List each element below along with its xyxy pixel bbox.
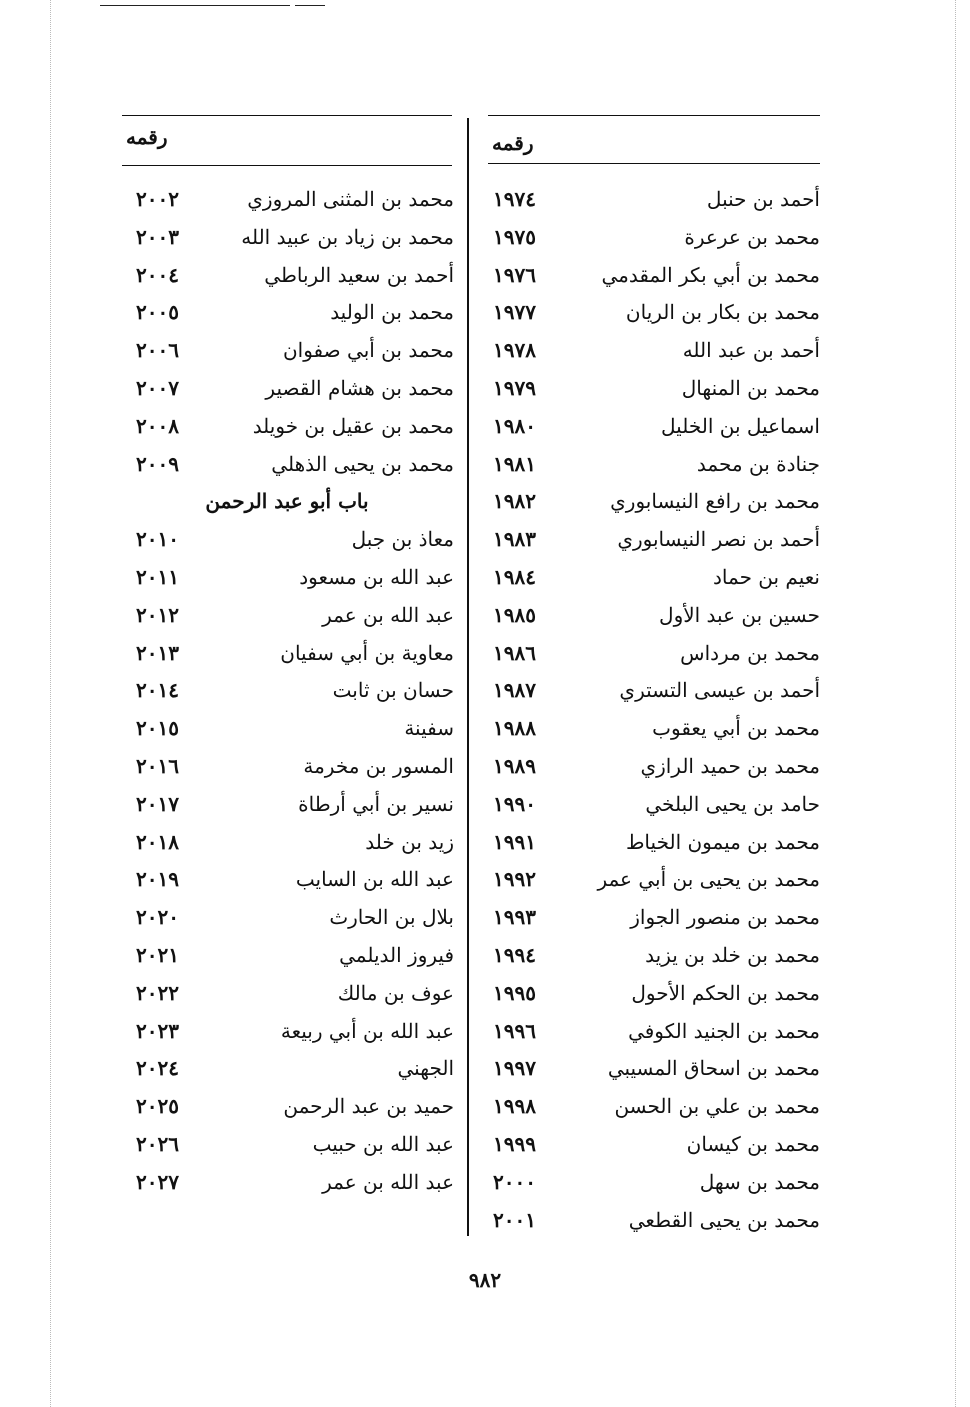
left-header-bottom-rule — [122, 165, 452, 166]
narrator-name: عبد الله بن عمر — [322, 1169, 454, 1194]
list-item — [485, 860, 820, 898]
entry-number: ١٩٩٣ — [493, 905, 536, 930]
entry-number: ١٩٨١ — [493, 451, 536, 476]
narrator-name: عوف بن مالك — [337, 980, 454, 1005]
narrator-name: زيد بن خلد — [365, 829, 454, 854]
narrator-name: معاذ بن جبل — [351, 527, 454, 552]
entry-number: ٢٠١٤ — [136, 678, 179, 703]
entry-number: ١٩٨٣ — [493, 527, 536, 552]
entry-number: ٢٠٠٥ — [136, 300, 179, 325]
entry-number: ١٩٧٨ — [493, 338, 536, 363]
narrator-name: أحمد بن عيسى التستري — [619, 678, 820, 703]
entry-number: ٢٠٢٥ — [136, 1094, 179, 1119]
narrator-name: محمد بن هشام القصير — [265, 376, 454, 400]
list-item — [120, 1163, 454, 1201]
entry-number: ١٩٧٦ — [493, 262, 536, 287]
top-rule-left — [100, 5, 290, 6]
list-item — [485, 558, 820, 596]
entry-number: ٢٠٠٧ — [136, 376, 179, 400]
narrator-name: الجهني — [397, 1056, 454, 1081]
entry-number: ١٩٩٠ — [493, 791, 536, 816]
entry-number: ٢٠١٦ — [136, 754, 179, 778]
entry-number: ١٩٩٥ — [493, 980, 536, 1005]
narrator-name: محمد بن خلد بن يزيد — [645, 943, 820, 967]
entry-number: ٢٠٠٠ — [493, 1169, 536, 1194]
narrator-name: محمد بن سهل — [699, 1169, 820, 1194]
entry-number: ٢٠٠٢ — [136, 187, 179, 211]
page-number: ٩٨٢ — [468, 1268, 502, 1292]
entry-number: ٢٠٢٢ — [136, 980, 179, 1005]
list-item — [485, 482, 820, 520]
list-item — [120, 823, 454, 861]
list-item — [120, 898, 454, 936]
narrator-name: محمد بن عقيل بن خويلد — [252, 413, 454, 438]
list-item — [120, 671, 454, 709]
list-item — [120, 445, 454, 483]
list-item — [120, 1087, 454, 1125]
narrator-name: محمد بن يحيى القطعي — [628, 1207, 820, 1232]
list-item — [120, 369, 454, 407]
narrator-name: محمد بن عرعرة — [684, 224, 820, 249]
list-item — [485, 1087, 820, 1125]
entry-number: ١٩٩٨ — [493, 1094, 536, 1119]
entry-number: ١٩٨٨ — [493, 716, 536, 741]
entry-number: ١٩٨٠ — [493, 413, 536, 438]
entry-number: ٢٠٠٩ — [136, 451, 179, 476]
narrator-name: محمد بن ميمون الخياط — [625, 829, 820, 854]
list-item — [120, 218, 454, 256]
list-item — [120, 180, 454, 218]
list-item — [485, 709, 820, 747]
list-item — [485, 369, 820, 407]
section-heading: باب أبو عبد الرحمن — [205, 489, 369, 514]
list-item — [485, 1012, 820, 1050]
list-item — [485, 898, 820, 936]
narrator-name: محمد بن أبي بكر المقدمي — [601, 262, 820, 287]
narrator-name: حسين بن عبد الأول — [659, 602, 820, 627]
entry-number: ١٩٩٢ — [493, 867, 536, 892]
scan-edge-right — [955, 0, 956, 1407]
narrator-name: محمد بن أبي يعقوب — [652, 716, 820, 741]
entry-number: ٢٠٢١ — [136, 943, 179, 967]
list-item — [120, 256, 454, 294]
list-item — [120, 293, 454, 331]
narrator-name: محمد بن المثنى المروزي — [247, 187, 454, 211]
list-item — [485, 1049, 820, 1087]
narrator-name: عبد الله بن السايب — [295, 867, 454, 892]
entry-number: ١٩٧٧ — [493, 300, 536, 325]
list-item — [120, 1012, 454, 1050]
entry-number: ٢٠١٨ — [136, 829, 179, 854]
entry-number: ٢٠١١ — [136, 565, 179, 589]
right-header-top-rule — [488, 115, 820, 116]
narrator-name: أحمد بن نصر النيسابوري — [617, 527, 820, 552]
narrator-name: محمد بن كيسان — [686, 1132, 820, 1156]
narrator-name: بلال بن الحارث — [329, 905, 454, 930]
list-item — [485, 1163, 820, 1201]
list-item — [485, 974, 820, 1012]
narrator-name: محمد بن المنهال — [681, 376, 820, 400]
narrator-name: محمد بن الوليد — [330, 300, 454, 325]
entry-number: ١٩٨٧ — [493, 678, 536, 703]
narrator-name: محمد بن حميد الرازي — [640, 754, 820, 778]
entry-number: ٢٠٠٤ — [136, 262, 179, 287]
narrator-name: جنادة بن محمد — [696, 451, 820, 476]
narrator-name: محمد بن يحيى بن أبي عمر — [597, 867, 820, 892]
list-item — [485, 785, 820, 823]
entry-number: ٢٠١٩ — [136, 867, 179, 892]
narrator-name: نسير بن أبي أرطاة — [298, 791, 454, 816]
list-item — [485, 936, 820, 974]
list-item — [120, 860, 454, 898]
entry-number: ٢٠٢٤ — [136, 1056, 179, 1081]
entry-number: ١٩٩٦ — [493, 1018, 536, 1043]
right-header-bottom-rule — [488, 163, 820, 164]
entry-number: ١٩٩٤ — [493, 943, 536, 967]
list-item — [485, 256, 820, 294]
narrator-name: محمد بن يحيى الذهلي — [271, 451, 454, 476]
narrator-name: نعيم بن حماد — [713, 565, 820, 589]
narrator-name: سفينة — [404, 716, 454, 741]
list-item — [485, 407, 820, 445]
list-item — [120, 596, 454, 634]
list-item — [485, 445, 820, 483]
left-column-list — [120, 180, 454, 1240]
list-item — [120, 407, 454, 445]
narrator-name: محمد بن بكار بن الريان — [625, 300, 820, 325]
narrator-name: حامد بن يحيى البلخي — [645, 791, 820, 816]
entry-number: ١٩٨٢ — [493, 489, 536, 514]
entry-number: ٢٠١٢ — [136, 602, 179, 627]
list-item — [120, 785, 454, 823]
list-item — [120, 331, 454, 369]
narrator-name: عبد الله بن مسعود — [299, 565, 454, 589]
right-column-header: رقمه — [492, 131, 534, 155]
entry-number: ١٩٧٤ — [493, 187, 536, 211]
list-item — [485, 180, 820, 218]
narrator-name: محمد بن الحكم الأحول — [631, 980, 820, 1005]
list-item — [120, 634, 454, 672]
list-item — [120, 936, 454, 974]
entry-number: ١٩٧٥ — [493, 224, 536, 249]
entry-number: ٢٠٢٣ — [136, 1018, 179, 1043]
entry-number: ٢٠٠٦ — [136, 338, 179, 363]
list-item — [120, 1125, 454, 1163]
list-item — [485, 520, 820, 558]
list-item — [485, 596, 820, 634]
list-item — [120, 974, 454, 1012]
section-heading-row — [120, 482, 454, 520]
list-item — [485, 293, 820, 331]
entry-number: ١٩٨٦ — [493, 640, 536, 665]
list-item — [485, 1125, 820, 1163]
entry-number: ٢٠٢٦ — [136, 1132, 179, 1156]
entry-number: ٢٠١٥ — [136, 716, 179, 741]
entry-number: ٢٠١٧ — [136, 791, 179, 816]
list-item — [485, 1201, 820, 1239]
narrator-name: اسماعيل بن الخليل — [661, 413, 820, 438]
column-divider — [467, 118, 469, 1236]
narrator-name: أحمد بن عبد الله — [682, 338, 820, 363]
right-column-list — [485, 180, 820, 1240]
entry-number: ١٩٩٩ — [493, 1132, 536, 1156]
narrator-name: أحمد بن سعيد الرباطي — [264, 262, 454, 287]
entry-number: ١٩٨٥ — [493, 602, 536, 627]
entry-number: ١٩٨٩ — [493, 754, 536, 778]
list-item — [485, 331, 820, 369]
list-item — [120, 747, 454, 785]
list-item — [120, 558, 454, 596]
list-item — [485, 671, 820, 709]
entry-number: ٢٠٢٠ — [136, 905, 179, 930]
entry-number: ٢٠٠٣ — [136, 224, 179, 249]
entry-number: ٢٠٠١ — [493, 1207, 536, 1232]
narrator-name: محمد بن منصور الجواز — [630, 905, 820, 930]
narrator-name: محمد بن الجنيد الكوفي — [628, 1018, 820, 1043]
left-header-top-rule — [122, 115, 452, 116]
list-item — [485, 823, 820, 861]
list-item — [120, 1049, 454, 1087]
narrator-name: محمد بن مرداس — [680, 640, 820, 665]
left-column-header: رقمه — [126, 125, 168, 149]
entry-number: ١٩٧٩ — [493, 376, 536, 400]
narrator-name: حميد بن عبد الرحمن — [283, 1094, 454, 1119]
entry-number: ٢٠١٠ — [136, 527, 179, 552]
list-item — [120, 709, 454, 747]
narrator-name: حسان بن ثابت — [332, 678, 454, 703]
scan-edge-left — [50, 0, 51, 1407]
list-item — [120, 520, 454, 558]
narrator-name: المسور بن مخرمة — [303, 754, 454, 778]
entry-number: ٢٠٢٧ — [136, 1169, 179, 1194]
narrator-name: معاوية بن أبي سفيان — [280, 640, 454, 665]
entry-number: ١٩٨٤ — [493, 565, 536, 589]
narrator-name: عبد الله بن عمر — [322, 602, 454, 627]
list-item — [485, 747, 820, 785]
list-item — [485, 218, 820, 256]
list-item — [485, 634, 820, 672]
narrator-name: عبد الله بن أبي ربيعة — [280, 1018, 454, 1043]
entry-number: ١٩٩١ — [493, 829, 536, 854]
narrator-name: أحمد بن حنبل — [706, 187, 820, 211]
narrator-name: محمد بن علي بن الحسن — [614, 1094, 820, 1119]
entry-number: ٢٠٠٨ — [136, 413, 179, 438]
entry-number: ١٩٩٧ — [493, 1056, 536, 1081]
entry-number: ٢٠١٣ — [136, 640, 179, 665]
narrator-name: محمد بن أبي صفوان — [282, 338, 454, 363]
narrator-name: محمد بن رافع النيسابوري — [610, 489, 820, 514]
narrator-name: عبد الله بن حبيب — [312, 1132, 454, 1156]
narrator-name: محمد بن زياد بن عبيد الله — [241, 224, 454, 249]
top-rule-right — [295, 5, 325, 6]
narrator-name: محمد بن اسحاق المسيبي — [607, 1056, 820, 1081]
narrator-name: فيروز الديلمي — [339, 943, 454, 967]
